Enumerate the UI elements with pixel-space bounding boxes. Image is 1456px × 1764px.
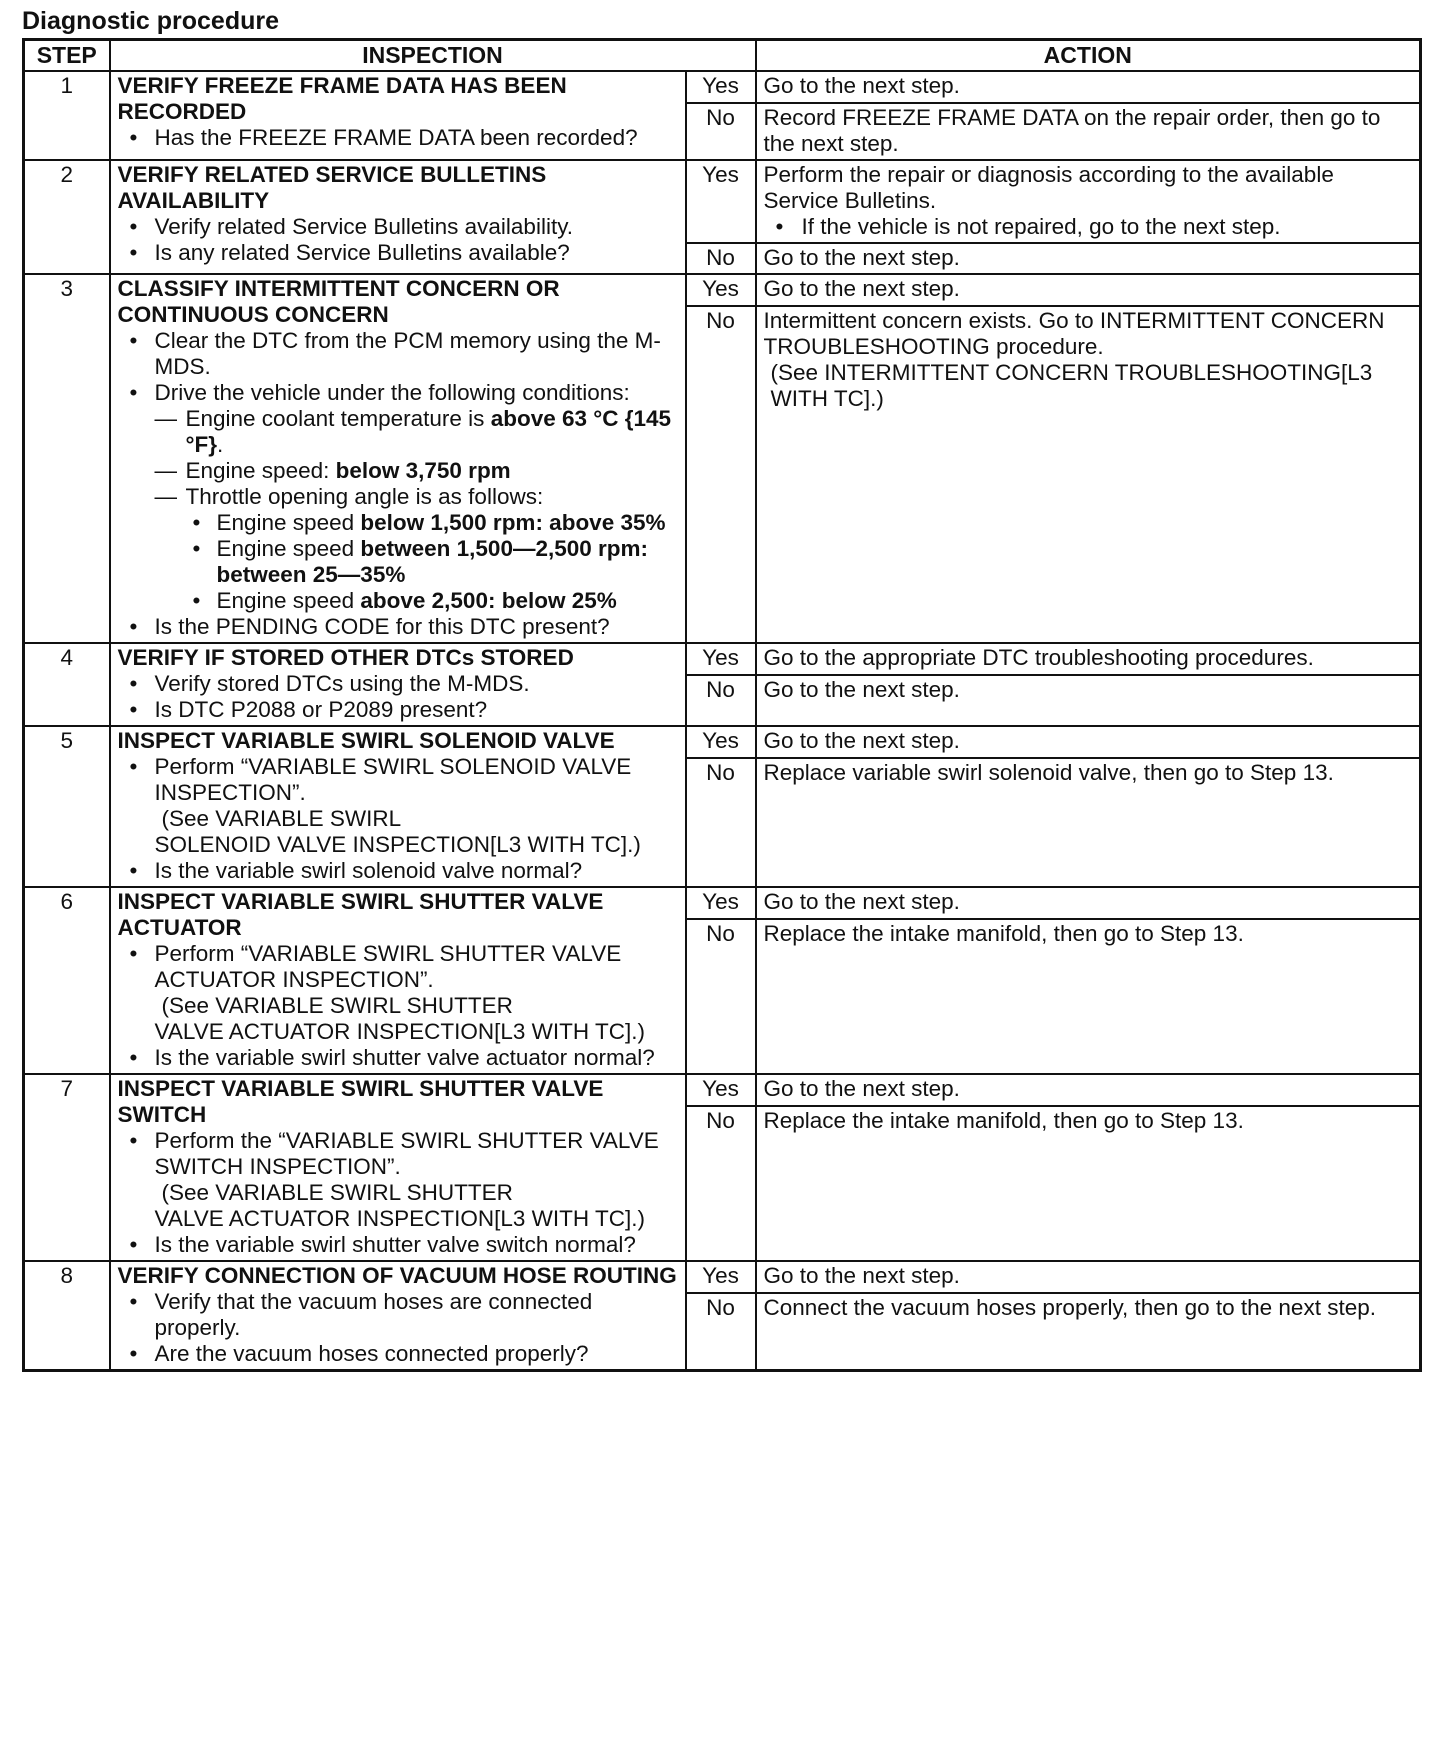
condition-text: . — [217, 432, 224, 457]
inspection-bullet: • Has the FREEZE FRAME DATA been recorded? — [118, 125, 678, 151]
inspection-title: CLASSIFY INTERMITTENT CONCERN OR CONTINUOUS CONCERN — [117, 276, 560, 327]
inspection-cell — [110, 1261, 686, 1371]
inspection-bullet: • Verify related Service Bulletins availability. — [118, 214, 678, 240]
yes-action: Go to the next step. — [756, 726, 1421, 758]
inspection-bullet: • Verify stored DTCs using the M-MDS. — [118, 671, 678, 697]
table-row — [24, 643, 1421, 675]
condition-value: below 1,500 rpm: above 35% — [360, 510, 666, 535]
no-action: Replace the intake manifold, then go to Step 13. — [756, 1106, 1421, 1261]
header-inspection: INSPECTION — [110, 40, 756, 72]
inspection-title: VERIFY FREEZE FRAME DATA HAS BEEN RECORDED — [117, 73, 567, 124]
inspection-bullet: • Is any related Service Bulletins available? — [118, 240, 678, 266]
see-reference: VALVE ACTUATOR INSPECTION[L3 WITH TC].) — [154, 1206, 645, 1231]
yes-action: Go to the next step. — [756, 887, 1421, 919]
document-page — [22, 6, 1422, 1372]
condition-value: above 2,500: below 25% — [360, 588, 617, 613]
condition-item — [155, 406, 678, 458]
no-label: No — [686, 919, 756, 1074]
diagnostic-procedure-table — [22, 38, 1422, 1372]
sub-condition-item — [186, 510, 678, 536]
inspection-title: VERIFY CONNECTION OF VACUUM HOSE ROUTING — [117, 1263, 677, 1288]
bullet-text: Drive the vehicle under the following conditions: — [154, 380, 630, 405]
step-number: 8 — [24, 1261, 110, 1371]
table-row — [24, 726, 1421, 758]
inspection-cell — [110, 160, 686, 274]
no-action: Go to the next step. — [756, 675, 1421, 726]
inspection-title: VERIFY IF STORED OTHER DTCs STORED — [117, 645, 574, 670]
condition-text: Engine coolant temperature is — [185, 406, 491, 431]
header-step: STEP — [24, 40, 110, 72]
page-title: Diagnostic procedure — [22, 7, 279, 35]
action-bullet: • If the vehicle is not repaired, go to the next step. — [764, 214, 1413, 240]
see-reference: (See VARIABLE SWIRL SHUTTER — [161, 993, 513, 1018]
see-reference: (See VARIABLE SWIRL — [161, 806, 402, 831]
inspection-title: INSPECT VARIABLE SWIRL SOLENOID VALVE — [117, 728, 615, 753]
inspection-cell — [110, 71, 686, 160]
inspection-bullet: • Is the variable swirl shutter valve actuator normal? — [118, 1045, 678, 1071]
yes-label: Yes — [686, 71, 756, 103]
inspection-cell — [110, 887, 686, 1074]
condition-value: above 63 °C {145 °F} — [185, 406, 672, 457]
no-action: Record FREEZE FRAME DATA on the repair order, then go to the next step. — [756, 103, 1421, 160]
yes-action: Perform the repair or diagnosis according to the available Service Bulletins. — [763, 162, 1334, 213]
inspection-bullet — [118, 1128, 678, 1232]
inspection-cell — [110, 643, 686, 726]
no-action: Go to the next step. — [756, 243, 1421, 274]
condition-text: Engine speed — [216, 588, 361, 613]
inspection-bullet: • Verify that the vacuum hoses are connected properly. — [118, 1289, 678, 1341]
yes-action: Go to the next step. — [756, 1261, 1421, 1293]
header-action: ACTION — [756, 40, 1421, 72]
step-number: 1 — [24, 71, 110, 160]
inspection-bullet: • Is the variable swirl solenoid valve normal? — [118, 858, 678, 884]
bullet-text: • Perform “VARIABLE SWIRL SOLENOID VALVE INSPECTION”. — [154, 754, 632, 805]
step-number: 6 — [24, 887, 110, 1074]
see-reference: SOLENOID VALVE INSPECTION[L3 WITH TC].) — [154, 832, 641, 857]
sub-condition-item — [186, 588, 678, 614]
see-reference: VALVE ACTUATOR INSPECTION[L3 WITH TC].) — [154, 1019, 645, 1044]
inspection-bullet — [118, 941, 678, 1045]
yes-label: Yes — [686, 160, 756, 243]
yes-label: Yes — [686, 726, 756, 758]
no-label: No — [686, 103, 756, 160]
inspection-bullet — [118, 380, 678, 614]
step-number: 5 — [24, 726, 110, 887]
yes-label: Yes — [686, 643, 756, 675]
no-label: No — [686, 758, 756, 887]
yes-label: Yes — [686, 274, 756, 306]
inspection-bullet — [118, 754, 678, 858]
sub-condition-item — [186, 536, 678, 588]
condition-text: Engine speed: — [185, 458, 336, 483]
yes-action: Go to the next step. — [756, 1074, 1421, 1106]
no-label: No — [686, 243, 756, 274]
no-action: Replace the intake manifold, then go to Step 13. — [756, 919, 1421, 1074]
inspection-bullet: • Is the variable swirl shutter valve switch normal? — [118, 1232, 678, 1258]
step-number: 3 — [24, 274, 110, 643]
yes-action: Go to the next step. — [756, 274, 1421, 306]
condition-text: Engine speed — [216, 536, 361, 561]
inspection-cell — [110, 726, 686, 887]
no-action: Intermittent concern exists. Go to INTERMITTENT CONCERN TROUBLESHOOTING procedure. — [763, 308, 1385, 359]
bullet-text: • Perform the “VARIABLE SWIRL SHUTTER VALVE SWITCH INSPECTION”. — [154, 1128, 659, 1179]
yes-action: Go to the appropriate DTC troubleshooting procedures. — [756, 643, 1421, 675]
condition-text: Engine speed — [216, 510, 361, 535]
yes-label: Yes — [686, 887, 756, 919]
condition-text: Throttle opening angle is as follows: — [185, 484, 544, 509]
yes-action: Go to the next step. — [756, 71, 1421, 103]
see-reference: (See INTERMITTENT CONCERN TROUBLESHOOTING[L3 WITH TC].) — [770, 360, 1373, 411]
inspection-cell — [110, 274, 686, 643]
no-label: No — [686, 675, 756, 726]
no-action-cell — [756, 306, 1421, 643]
inspection-bullet: • Is the PENDING CODE for this DTC present? — [118, 614, 678, 640]
no-label: No — [686, 1106, 756, 1261]
inspection-bullet: • Is DTC P2088 or P2089 present? — [118, 697, 678, 723]
see-reference: (See VARIABLE SWIRL SHUTTER — [161, 1180, 513, 1205]
condition-value: below 3,750 rpm — [335, 458, 511, 483]
condition-item — [155, 458, 678, 484]
no-action: Connect the vacuum hoses properly, then go to the next step. — [756, 1293, 1421, 1371]
table-row — [24, 160, 1421, 243]
inspection-bullet: • Are the vacuum hoses connected properly? — [118, 1341, 678, 1367]
no-action: Replace variable swirl solenoid valve, then go to Step 13. — [756, 758, 1421, 887]
table-row — [24, 71, 1421, 103]
inspection-cell — [110, 1074, 686, 1261]
step-number: 2 — [24, 160, 110, 274]
step-number: 4 — [24, 643, 110, 726]
inspection-bullet: • Clear the DTC from the PCM memory using the M-MDS. — [118, 328, 678, 380]
no-label: No — [686, 306, 756, 643]
table-row — [24, 887, 1421, 919]
condition-item — [155, 484, 678, 614]
inspection-title: INSPECT VARIABLE SWIRL SHUTTER VALVE ACTUATOR — [117, 889, 604, 940]
yes-label: Yes — [686, 1261, 756, 1293]
yes-action-cell — [756, 160, 1421, 243]
inspection-title: INSPECT VARIABLE SWIRL SHUTTER VALVE SWITCH — [117, 1076, 604, 1127]
step-number: 7 — [24, 1074, 110, 1261]
inspection-title: VERIFY RELATED SERVICE BULLETINS AVAILABILITY — [117, 162, 547, 213]
bullet-text: • Perform “VARIABLE SWIRL SHUTTER VALVE ACTUATOR INSPECTION”. — [154, 941, 622, 992]
table-row — [24, 274, 1421, 306]
yes-label: Yes — [686, 1074, 756, 1106]
table-header-row — [24, 40, 1421, 72]
no-label: No — [686, 1293, 756, 1371]
table-row — [24, 1261, 1421, 1293]
table-row — [24, 1074, 1421, 1106]
condition-value: between 1,500—2,500 rpm: between 25—35% — [216, 536, 649, 587]
